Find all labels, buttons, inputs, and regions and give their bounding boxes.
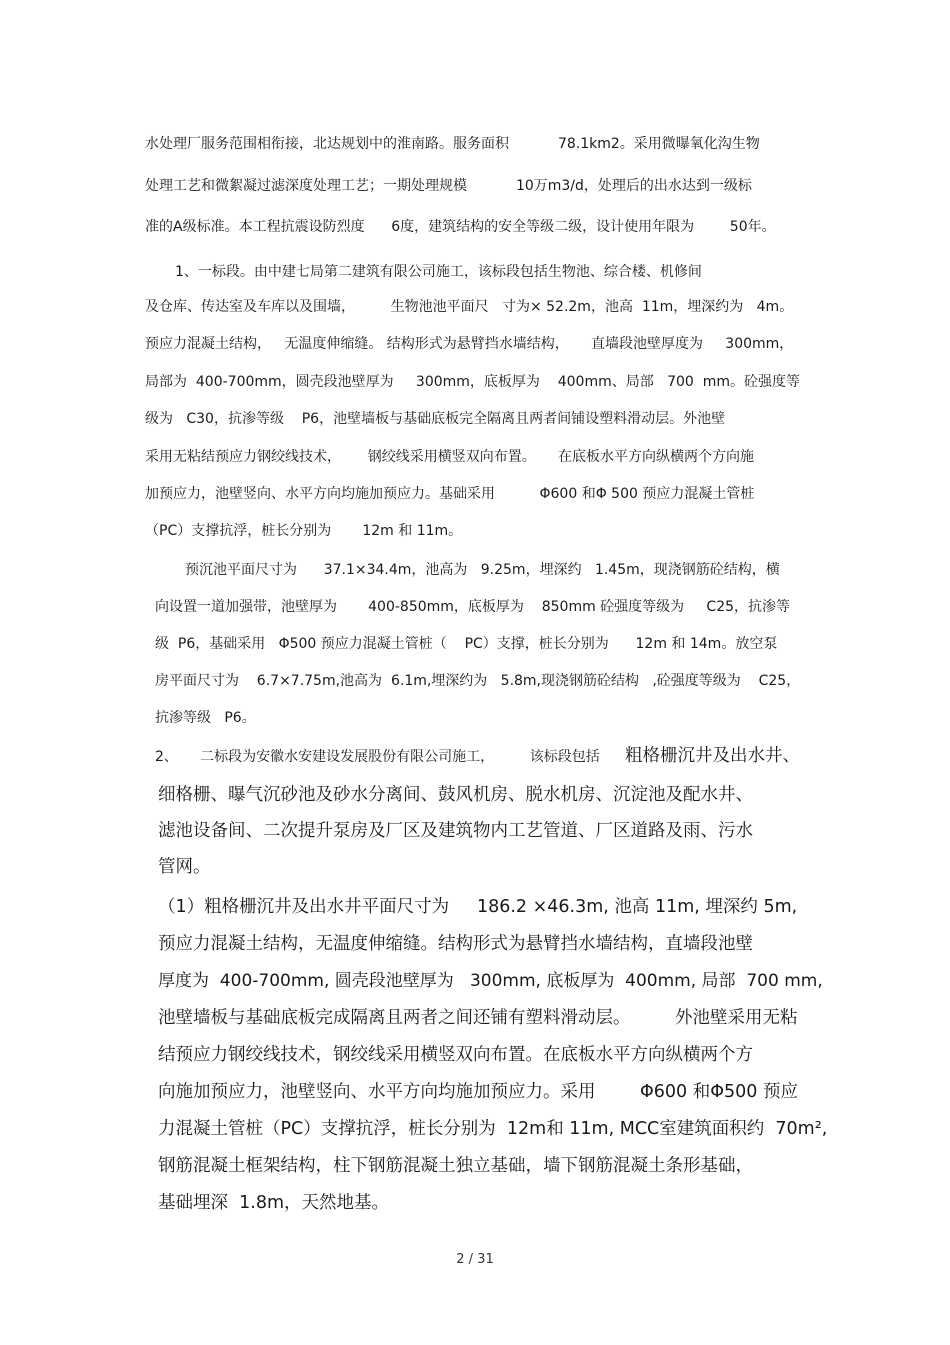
text-line-3: 准的A级标准。本工程抗震设防烈度 6度，建筑结构的安全等级二级，设计使用年限为 50年。 (145, 219, 776, 235)
text-line-25: 结预应力钢绞线技术，钢绞线采用横竖双向布置。在底板水平方向纵横两个方 (158, 1045, 753, 1065)
text-line-5: 及仓库、传达室及车库以及围墙， 生物池池平面尺 寸为× 52.2m，池高 11m，埋深约为 4m。 (145, 299, 794, 315)
text-line-17: 2、 二标段为安徽水安建设发展股份有限公司施工， 该标段包括 (155, 749, 600, 765)
page-number: 2 / 31 (456, 1252, 494, 1267)
text-line-20: 管网。 (158, 857, 211, 877)
text-line-29: 基础埋深 1.8m，天然地基。 (158, 1193, 390, 1213)
text-line-16: 抗渗等级 P6。 (155, 710, 256, 726)
text-line-7: 局部为 400-700mm，圆壳段池壁厚为 300mm，底板厚为 400mm、局部 700 mm。砼强度等 (145, 374, 800, 390)
text-line-12: 预沉池平面尺寸为 37.1×34.4m，池高为 9.25m，埋深约 1.45m，现浇钢筋砼结构，横 (185, 562, 780, 578)
text-line-13: 向设置一道加强带，池壁厚为 400-850mm，底板厚为 850mm 砼强度等级为 C25，抗渗等 (155, 599, 791, 615)
text-line-8: 级为 C30，抗渗等级 P6，池壁墙板与基础底板完全隔离且两者间铺设塑料滑动层。外池壁 (145, 411, 726, 427)
text-line-2: 处理工艺和微絮凝过滤深度处理工艺；一期处理规模 10万m3/d，处理后的出水达到一级标 (145, 178, 752, 194)
text-line-14: 级 P6，基础采用 Φ500 预应力混凝土管桩（ PC）支撑，桩长分别为 12m 和 14m。放空泵 (155, 636, 778, 652)
text-line-26: 向施加预应力，池壁竖向、水平方向均施加预应力。采用 Φ600 和Φ500 预应 (158, 1082, 798, 1102)
text-line-18: 细格栅、曝气沉砂池及砂水分离间、鼓风机房、脱水机房、沉淀池及配水井、 (158, 785, 753, 805)
text-line-1: 水处理厂服务范围相衔接，北达规划中的淮南路。服务面积 78.1km2。采用微曝氧化沟生物 (145, 136, 760, 152)
text-line-9: 采用无粘结预应力钢绞线技术， 钢绞线采用横竖双向布置。 在底板水平方向纵横两个方向施 (145, 449, 754, 465)
text-line-24: 池壁墙板与基础底板完成隔离且两者之间还铺有塑料滑动层。 外池壁采用无粘 (158, 1008, 798, 1028)
text-line-4: 1、一标段。由中建七局第二建筑有限公司施工，该标段包括生物池、综合楼、机修间 (175, 264, 702, 280)
text-line-10: 加预应力，池壁竖向、水平方向均施加预应力。基础采用 Φ600 和Φ 500 预应力混凝土管桩 (145, 486, 755, 502)
text-line-22: 预应力混凝土结构，无温度伸缩缝。结构形式为悬臂挡水墙结构，直墙段池壁 (158, 934, 753, 954)
text-line-19: 滤池设备间、二次提升泵房及厂区及建筑物内工艺管道、厂区道路及雨、污水 (158, 821, 753, 841)
text-line-17-cont: 粗格栅沉井及出水井、 (625, 746, 800, 766)
text-line-21: （1）粗格栅沉井及出水井平面尺寸为 186.2 ×46.3m, 池高 11m, 埋深约 5m, (158, 897, 798, 917)
text-line-28: 钢筋混凝土框架结构，柱下钢筋混凝土独立基础，墙下钢筋混凝土条形基础， (158, 1156, 753, 1176)
text-line-11: （PC）支撑抗浮，桩长分别为 12m 和 11m。 (145, 523, 463, 539)
text-line-23: 厚度为 400-700mm, 圆壳段池壁厚为 300mm, 底板厚为 400mm, 局部 700 mm, (158, 971, 823, 991)
text-line-27: 力混凝土管桩（PC）支撑抗浮，桩长分别为 12m和 11m, MCC室建筑面积约 70m², (158, 1119, 828, 1139)
text-line-6: 预应力混凝土结构， 无温度伸缩缝。 结构形式为悬臂挡水墙结构， 直墙段池壁厚度为 300mm， (145, 336, 794, 352)
text-line-15: 房平面尺寸为 6.7×7.75m,池高为 6.1m,埋深约为 5.8m,现浇钢筋砼结构 ,砼强度等级为 C25， (155, 673, 801, 689)
